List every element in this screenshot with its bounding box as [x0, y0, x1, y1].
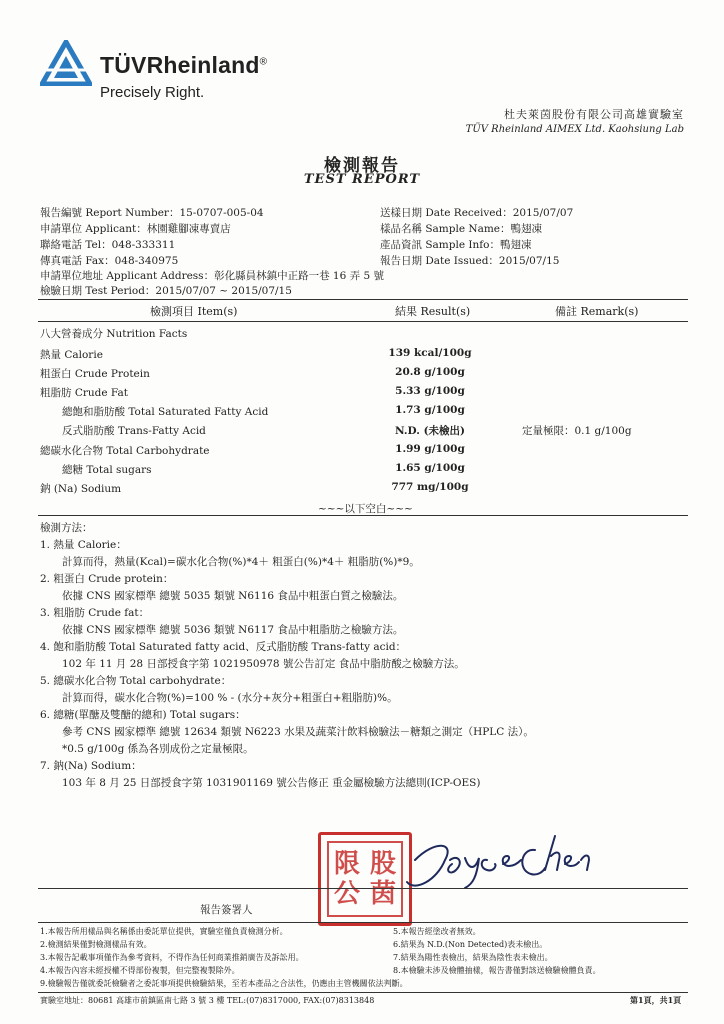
table-row-item: 總糖 Total sugars	[62, 464, 152, 476]
report-title-zh: 檢測報告	[324, 156, 400, 176]
method-line: 計算而得，熱量(Kcal)=碳水化合物(%)*4＋ 粗蛋白(%)*4＋ 粗脂肪(%)*9。	[62, 556, 420, 568]
applicant: 申請單位 Applicant：林園雞腳凍專賣店	[40, 223, 231, 235]
method-line: 3. 粗脂肪 Crude fat：	[40, 607, 150, 619]
test-period: 檢驗日期 Test Period：2015/07/07 ~ 2015/07/15	[40, 285, 292, 297]
applicant-fax: 傳真電話 Fax：048-340975	[40, 255, 179, 267]
table-bottom-rule	[38, 515, 688, 516]
footer-note: 8.本檢驗未涉及檢體抽樣，報告書僅對該送檢驗檢體負責。	[393, 966, 601, 975]
report-number: 報告編號 Report Number：15-0707-005-04	[40, 207, 264, 219]
table-header-rule	[38, 321, 688, 322]
methods-title: 檢測方法：	[40, 522, 93, 534]
footer-note: 5.本報告經塗改者無效。	[393, 927, 481, 936]
table-row-item: 反式脂肪酸 Trans-Fatty Acid	[62, 425, 206, 437]
method-line: 102 年 11 月 28 日部授食字第 1021950978 號公告訂定 食品中脂肪酸之檢驗方法。	[62, 658, 465, 670]
tuv-triangle-logo-icon	[40, 40, 92, 86]
table-row-result: 20.8 g/100g	[395, 366, 465, 378]
table-top-rule	[38, 299, 688, 300]
sample-info: 產品資訊 Sample Info：鴨翅凍	[380, 239, 532, 251]
end-of-table-mark: ~~~以下空白~~~	[318, 503, 413, 515]
sample-name: 樣品名稱 Sample Name：鴨翅凍	[380, 223, 542, 235]
table-row-result: 1.99 g/100g	[395, 443, 465, 455]
date-received: 送樣日期 Date Received：2015/07/07	[380, 207, 574, 219]
footer-note: 7.結果為陽性表檢出，結果為陰性表未檢出。	[393, 953, 553, 962]
lab-address: 實驗室地址：80681 高雄市前鎮區南七路 3 號 3 樓 TEL:(07)8317000, FAX:(07)8313848	[40, 996, 375, 1005]
method-line: 103 年 8 月 25 日部授食字第 1031901169 號公告修正 重金屬檢驗方法總則(ICP-OES)	[62, 777, 481, 789]
table-row-result: N.D. (未檢出)	[394, 425, 466, 437]
footer-note: 9.檢驗報告僅就委託檢驗者之委託事項提供檢驗結果，至若本產品之合法性，仍應由主管機關依法判斷。	[40, 979, 408, 988]
footer-note: 2.檢測結果僅對檢測樣品有效。	[40, 940, 152, 949]
footer-note: 3.本報告記載事項僅作為參考資料，不得作為任何商業推銷廣告及訴訟用。	[40, 953, 304, 962]
signature-rule	[38, 888, 688, 889]
date-issued: 報告日期 Date Issued：2015/07/15	[380, 255, 560, 267]
method-line: 參考 CNS 國家標準 總號 12634 類號 N6223 水果及蔬菜汁飲料檢驗法－糖類之測定（HPLC 法）。	[62, 726, 534, 738]
brand-name: TÜVRheinland®	[100, 52, 268, 78]
table-row-item: 總飽和脂肪酸 Total Saturated Fatty Acid	[62, 406, 269, 418]
report-title-en: TEST REPORT	[303, 172, 421, 187]
applicant-address: 申請單位地址 Applicant Address：彰化縣員林鎮中正路一巷 16 弄 5 號	[40, 270, 384, 282]
company-seal-stamp: 限 股 公 茵	[318, 832, 412, 926]
signatory-label: 報告簽署人	[200, 904, 253, 916]
table-row-item: 總碳水化合物 Total Carbohydrate	[40, 445, 210, 457]
table-row-result: 777 mg/100g	[391, 481, 469, 493]
method-line: 計算而得，碳水化合物(%)=100 % - (水分+灰分+粗蛋白+粗脂肪)%。	[62, 692, 398, 704]
footer-bottom-rule	[38, 992, 688, 993]
applicant-tel: 聯絡電話 Tel：048-333311	[40, 239, 176, 251]
method-line: 依據 CNS 國家標準 總號 5036 類號 N6117 食品中粗脂肪之檢驗方法。	[62, 624, 404, 636]
table-row-item: 鈉 (Na) Sodium	[40, 483, 122, 495]
footer-top-rule	[38, 922, 688, 923]
method-line: 6. 總糖(單醣及雙醣的總和) Total sugars：	[40, 709, 246, 721]
table-row-remark: 定量極限：0.1 g/100g	[522, 425, 632, 437]
lab-name-en: TÜV Rheinland AIMEX Ltd. Kaohsiung Lab	[465, 124, 684, 135]
column-header-remark: 備註 Remark(s)	[555, 305, 639, 318]
section-nutrition-facts: 八大營養成分 Nutrition Facts	[40, 328, 188, 340]
footer-note: 1.本報告所用樣品與名稱係由委託單位提供，實驗室僅負責檢測分析。	[40, 927, 288, 936]
method-line: 4. 飽和脂肪酸 Total Saturated fatty acid、反式脂肪酸 Trans-fatty acid：	[40, 641, 407, 653]
table-row-item: 粗脂肪 Crude Fat	[40, 387, 128, 399]
table-row-item: 粗蛋白 Crude Protein	[40, 368, 150, 380]
footer-note: 4.本報告內容未經授權不得部份複製，但完整複製除外。	[40, 966, 240, 975]
brand-tagline: Precisely Right.	[100, 84, 205, 101]
table-row-result: 1.73 g/100g	[395, 404, 465, 416]
column-header-item: 檢測項目 Item(s)	[150, 305, 238, 318]
table-row-result: 1.65 g/100g	[395, 462, 465, 474]
table-row-result: 5.33 g/100g	[395, 385, 465, 397]
method-line: 1. 熱量 Calorie：	[40, 539, 127, 551]
column-header-result: 結果 Result(s)	[395, 305, 471, 318]
lab-name-zh: 杜夫萊茵股份有限公司高雄實驗室	[504, 108, 684, 121]
method-line: 7. 鈉(Na) Sodium：	[40, 760, 142, 772]
handwritten-signature	[395, 830, 595, 900]
method-line: 依據 CNS 國家標準 總號 5035 類號 N6116 食品中粗蛋白質之檢驗法。	[62, 590, 404, 602]
method-line: 5. 總碳水化合物 Total carbohydrate：	[40, 675, 232, 687]
method-line: 2. 粗蛋白 Crude protein：	[40, 573, 174, 585]
page-number: 第1頁，共1頁	[630, 995, 682, 1005]
method-line: *0.5 g/100g 係為各別成份之定量極限。	[62, 743, 254, 755]
table-row-result: 139 kcal/100g	[388, 347, 472, 359]
footer-note: 6.結果為 N.D.(Non Detected)表未檢出。	[393, 940, 548, 949]
table-row-item: 熱量 Calorie	[40, 349, 103, 361]
